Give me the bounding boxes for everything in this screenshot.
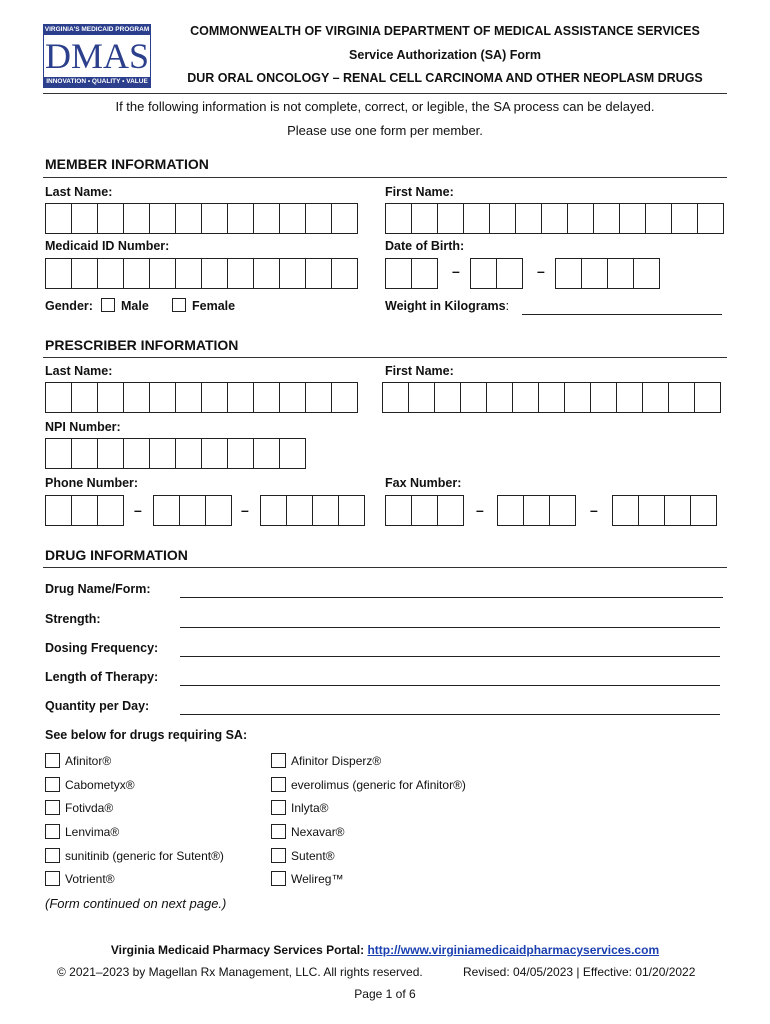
drug-option-label: Fotivda® [65,800,114,815]
drug-checkbox[interactable] [271,848,286,863]
drug-checkbox[interactable] [45,871,60,886]
revised-date: Revised: 04/05/2023 | Effective: 01/20/2022 [463,965,696,979]
fax-prefix-boxes[interactable] [497,495,576,526]
header-line-3: DUR ORAL ONCOLOGY – RENAL CELL CARCINOMA AND OTHER NEOPLASM DRUGS [187,71,703,85]
copyright: © 2021–2023 by Magellan Rx Management, LLC. All rights reserved. [57,965,423,979]
male-label: Male [121,299,149,313]
drug-divider [43,567,727,568]
drug-checkbox[interactable] [271,871,286,886]
drug-name-label: Drug Name/Form: [45,582,151,596]
fax-area-boxes[interactable] [385,495,464,526]
npi-label: NPI Number: [45,420,121,434]
drug-option[interactable] [271,777,466,792]
strength-input-line[interactable] [180,626,720,628]
prescriber-last-name-boxes[interactable] [45,382,358,413]
drug-checkbox[interactable] [271,753,286,768]
drug-option-label: Cabometyx® [65,777,135,792]
portal-line [0,943,770,957]
page-number: Page 1 of 6 [354,987,416,1001]
phone-area-boxes[interactable] [45,495,124,526]
phone-prefix-boxes[interactable] [153,495,232,526]
drug-option-label: everolimus (generic for Afinitor®) [291,777,466,792]
drug-name-input-line[interactable] [180,596,723,598]
drug-option[interactable] [45,848,224,863]
length-input-line[interactable] [180,684,720,686]
drug-option[interactable] [45,777,135,792]
member-last-name-boxes[interactable] [45,203,358,234]
dob-year-boxes[interactable] [555,258,660,289]
prescriber-last-name-label: Last Name: [45,364,113,378]
drug-option-label: Welireg™ [291,871,344,886]
phone-line-boxes[interactable] [260,495,365,526]
npi-boxes[interactable] [45,438,306,469]
drug-section-title: DRUG INFORMATION [45,547,188,563]
weight-field: Weight in Kilograms: [385,299,510,313]
strength-label: Strength: [45,612,101,626]
length-label: Length of Therapy: [45,670,159,684]
header-divider [43,93,727,94]
drug-option[interactable] [271,824,345,839]
drug-option[interactable] [271,871,343,886]
female-checkbox[interactable] [172,298,186,312]
portal-link[interactable]: http://www.virginiamedicaidpharmacyservices.com [367,943,660,957]
fax-dash: – [476,502,484,518]
drug-option-label: Lenvima® [65,824,120,839]
weight-label: Weight in Kilograms [385,299,506,313]
phone-label: Phone Number: [45,476,139,490]
fax-line-boxes[interactable] [612,495,717,526]
notice-line-1: If the following information is not complete, correct, or legible, the SA process can be delayed. [115,99,655,114]
member-section-title: MEMBER INFORMATION [45,156,209,172]
drug-option-label: Sutent® [291,848,335,863]
dob-dash: – [452,263,460,279]
drug-option[interactable] [271,800,329,815]
drug-option-label: sunitinib (generic for Sutent®) [65,848,224,863]
medicaid-id-boxes[interactable] [45,258,358,289]
dob-label: Date of Birth: [385,239,465,253]
logo-top-text: VIRGINIA'S MEDICAID PROGRAM [44,26,150,33]
member-first-name-boxes[interactable] [385,203,724,234]
prescriber-first-name-boxes[interactable] [382,382,721,413]
prescriber-divider [43,357,727,358]
dob-dash: – [537,263,545,279]
prescriber-first-name-label: First Name: [385,364,454,378]
member-first-name-label: First Name: [385,185,454,199]
drug-checkbox[interactable] [45,824,60,839]
gender-label: Gender: [45,299,93,313]
prescriber-section-title: PRESCRIBER INFORMATION [45,337,239,353]
quantity-label: Quantity per Day: [45,699,150,713]
drug-checkbox[interactable] [45,777,60,792]
drug-option-label: Votrient® [65,871,115,886]
medicaid-id-label: Medicaid ID Number: [45,239,170,253]
male-checkbox[interactable] [101,298,115,312]
drug-option-label: Inlyta® [291,800,329,815]
drug-checkbox[interactable] [45,800,60,815]
drug-checkbox[interactable] [271,800,286,815]
notice-line-2: Please use one form per member. [287,123,483,138]
header-line-1: COMMONWEALTH OF VIRGINIA DEPARTMENT OF MEDICAL ASSISTANCE SERVICES [190,24,700,38]
drug-option[interactable] [45,824,119,839]
dosing-label: Dosing Frequency: [45,641,159,655]
logo-name: DMAS [44,36,150,76]
drug-option[interactable] [45,871,115,886]
logo-bottom-text: INNOVATION • QUALITY • VALUE [44,77,150,87]
see-below-label: See below for drugs requiring SA: [45,728,248,742]
drug-option[interactable] [271,848,335,863]
drug-checkbox[interactable] [271,824,286,839]
weight-input-line[interactable] [522,313,722,315]
fax-label: Fax Number: [385,476,462,490]
female-label: Female [192,299,236,313]
drug-option[interactable] [271,753,381,768]
quantity-input-line[interactable] [180,713,720,715]
header-line-2: Service Authorization (SA) Form [349,48,541,62]
phone-dash: – [134,502,142,518]
continued-note: (Form continued on next page.) [45,896,227,911]
drug-option[interactable] [45,800,113,815]
dob-month-boxes[interactable] [385,258,438,289]
member-last-name-label: Last Name: [45,185,113,199]
drug-checkbox[interactable] [45,848,60,863]
portal-label: Virginia Medicaid Pharmacy Services Portal: [110,943,365,957]
dmas-logo [43,24,151,88]
drug-option-label: Afinitor® [65,753,112,768]
member-divider [43,177,727,178]
dob-day-boxes[interactable] [470,258,523,289]
drug-option-label: Nexavar® [291,824,345,839]
fax-dash: – [590,502,598,518]
drug-checkbox[interactable] [45,753,60,768]
dosing-input-line[interactable] [180,655,720,657]
drug-checkbox[interactable] [271,777,286,792]
phone-dash: – [241,502,249,518]
drug-option[interactable] [45,753,111,768]
drug-option-label: Afinitor Disperz® [291,753,382,768]
